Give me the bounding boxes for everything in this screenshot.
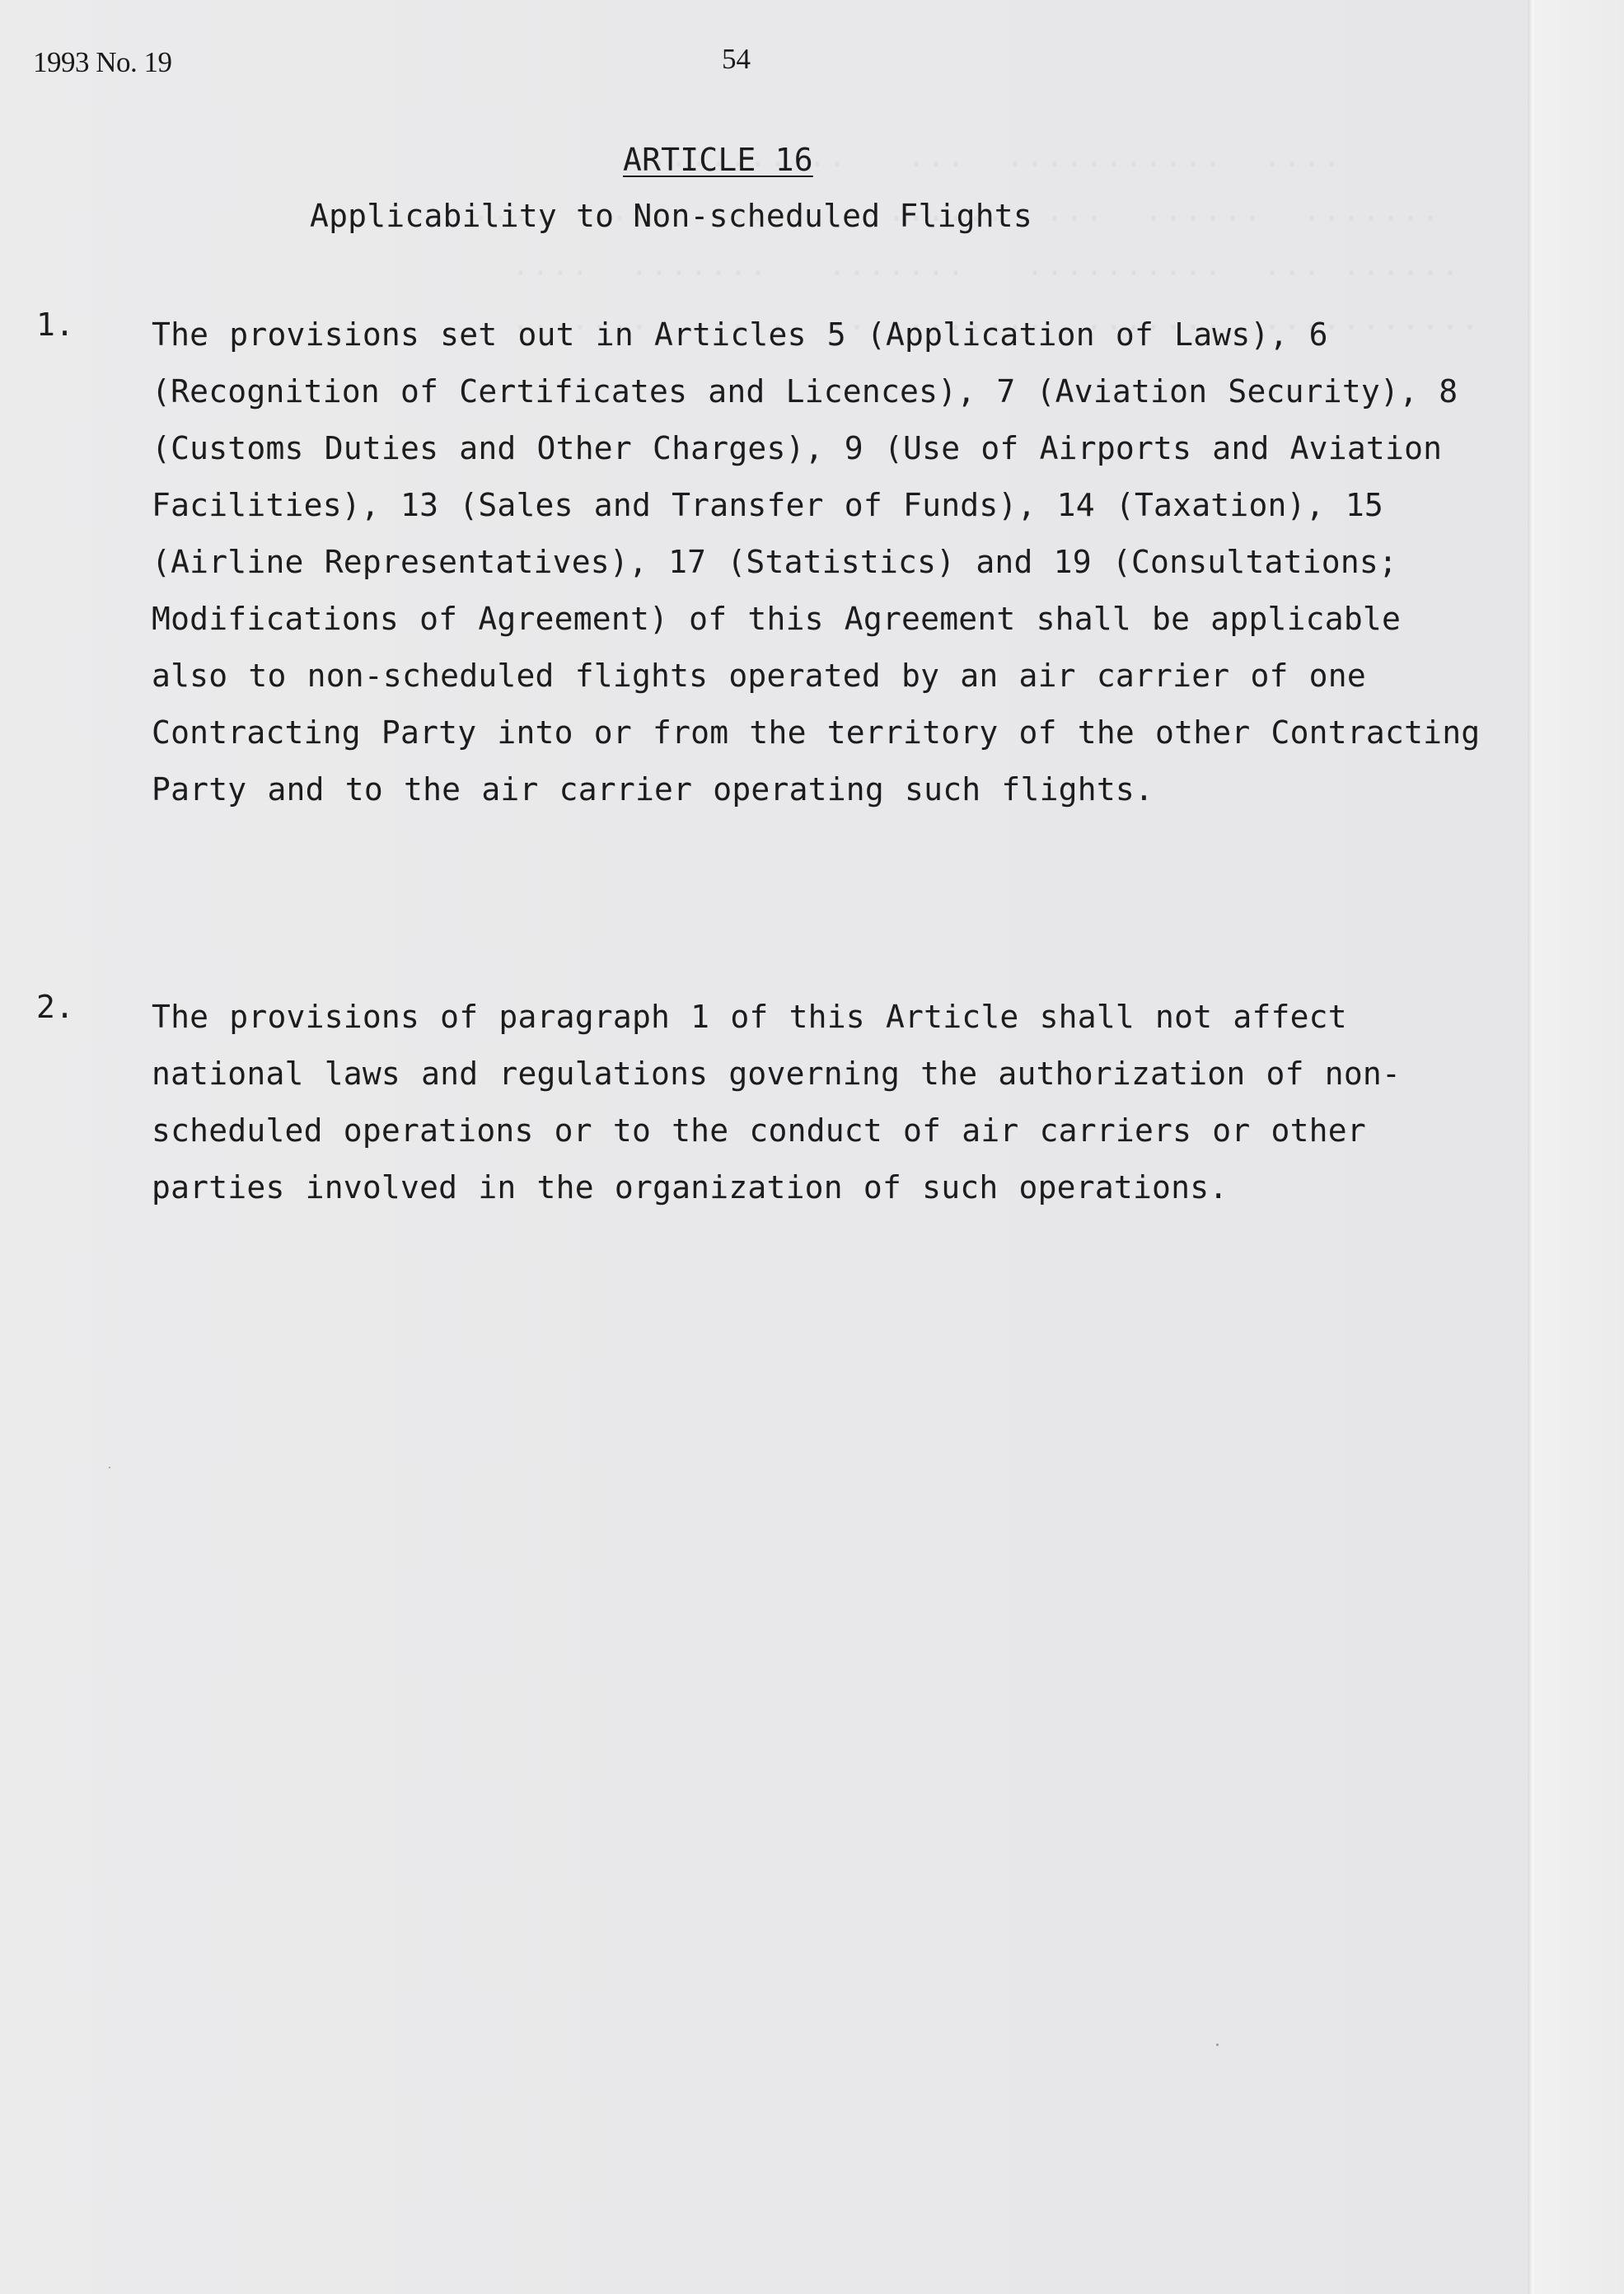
article-subtitle: Applicability to Non-scheduled Flights (310, 198, 1032, 234)
page-edge (1528, 0, 1536, 2294)
underlying-page (1536, 0, 1624, 2294)
page-number: 54 (722, 43, 751, 75)
paper-speck (109, 1467, 110, 1468)
paper-speck (1216, 2044, 1219, 2046)
paragraph-number: 1. (36, 307, 75, 343)
document-reference: 1993 No. 19 (33, 46, 172, 78)
paragraph-number: 2. (36, 989, 75, 1025)
article-title: ARTICLE 16 (623, 142, 813, 178)
paragraph-text: The provisions set out in Articles 5 (Application of Laws), 6 (Recognition of Certificates and Licences), 7 (Aviation Security), 8 (Customs Duties and Other Charges), 9 (Use of Airports and Aviation Facilities), 13 (Sales and Transfer of Funds), 14 (Taxation), 15 (Airline Representatives), 17 (Statistics) and 19 (Consultations; Modifications of Agreement) of this Agreement shall be applicable also to non-scheduled flights operated by an air carrier of one Contracting Party into or from the territory of the other Contracting Party and to the air carrier operating such flights. (152, 316, 1481, 808)
paragraph-text: The provisions of paragraph 1 of this Article shall not affect national laws and regulations governing the authorization of non-scheduled operations or to the conduct of air carriers or other parties involved in the organization of such operations. (152, 999, 1402, 1206)
